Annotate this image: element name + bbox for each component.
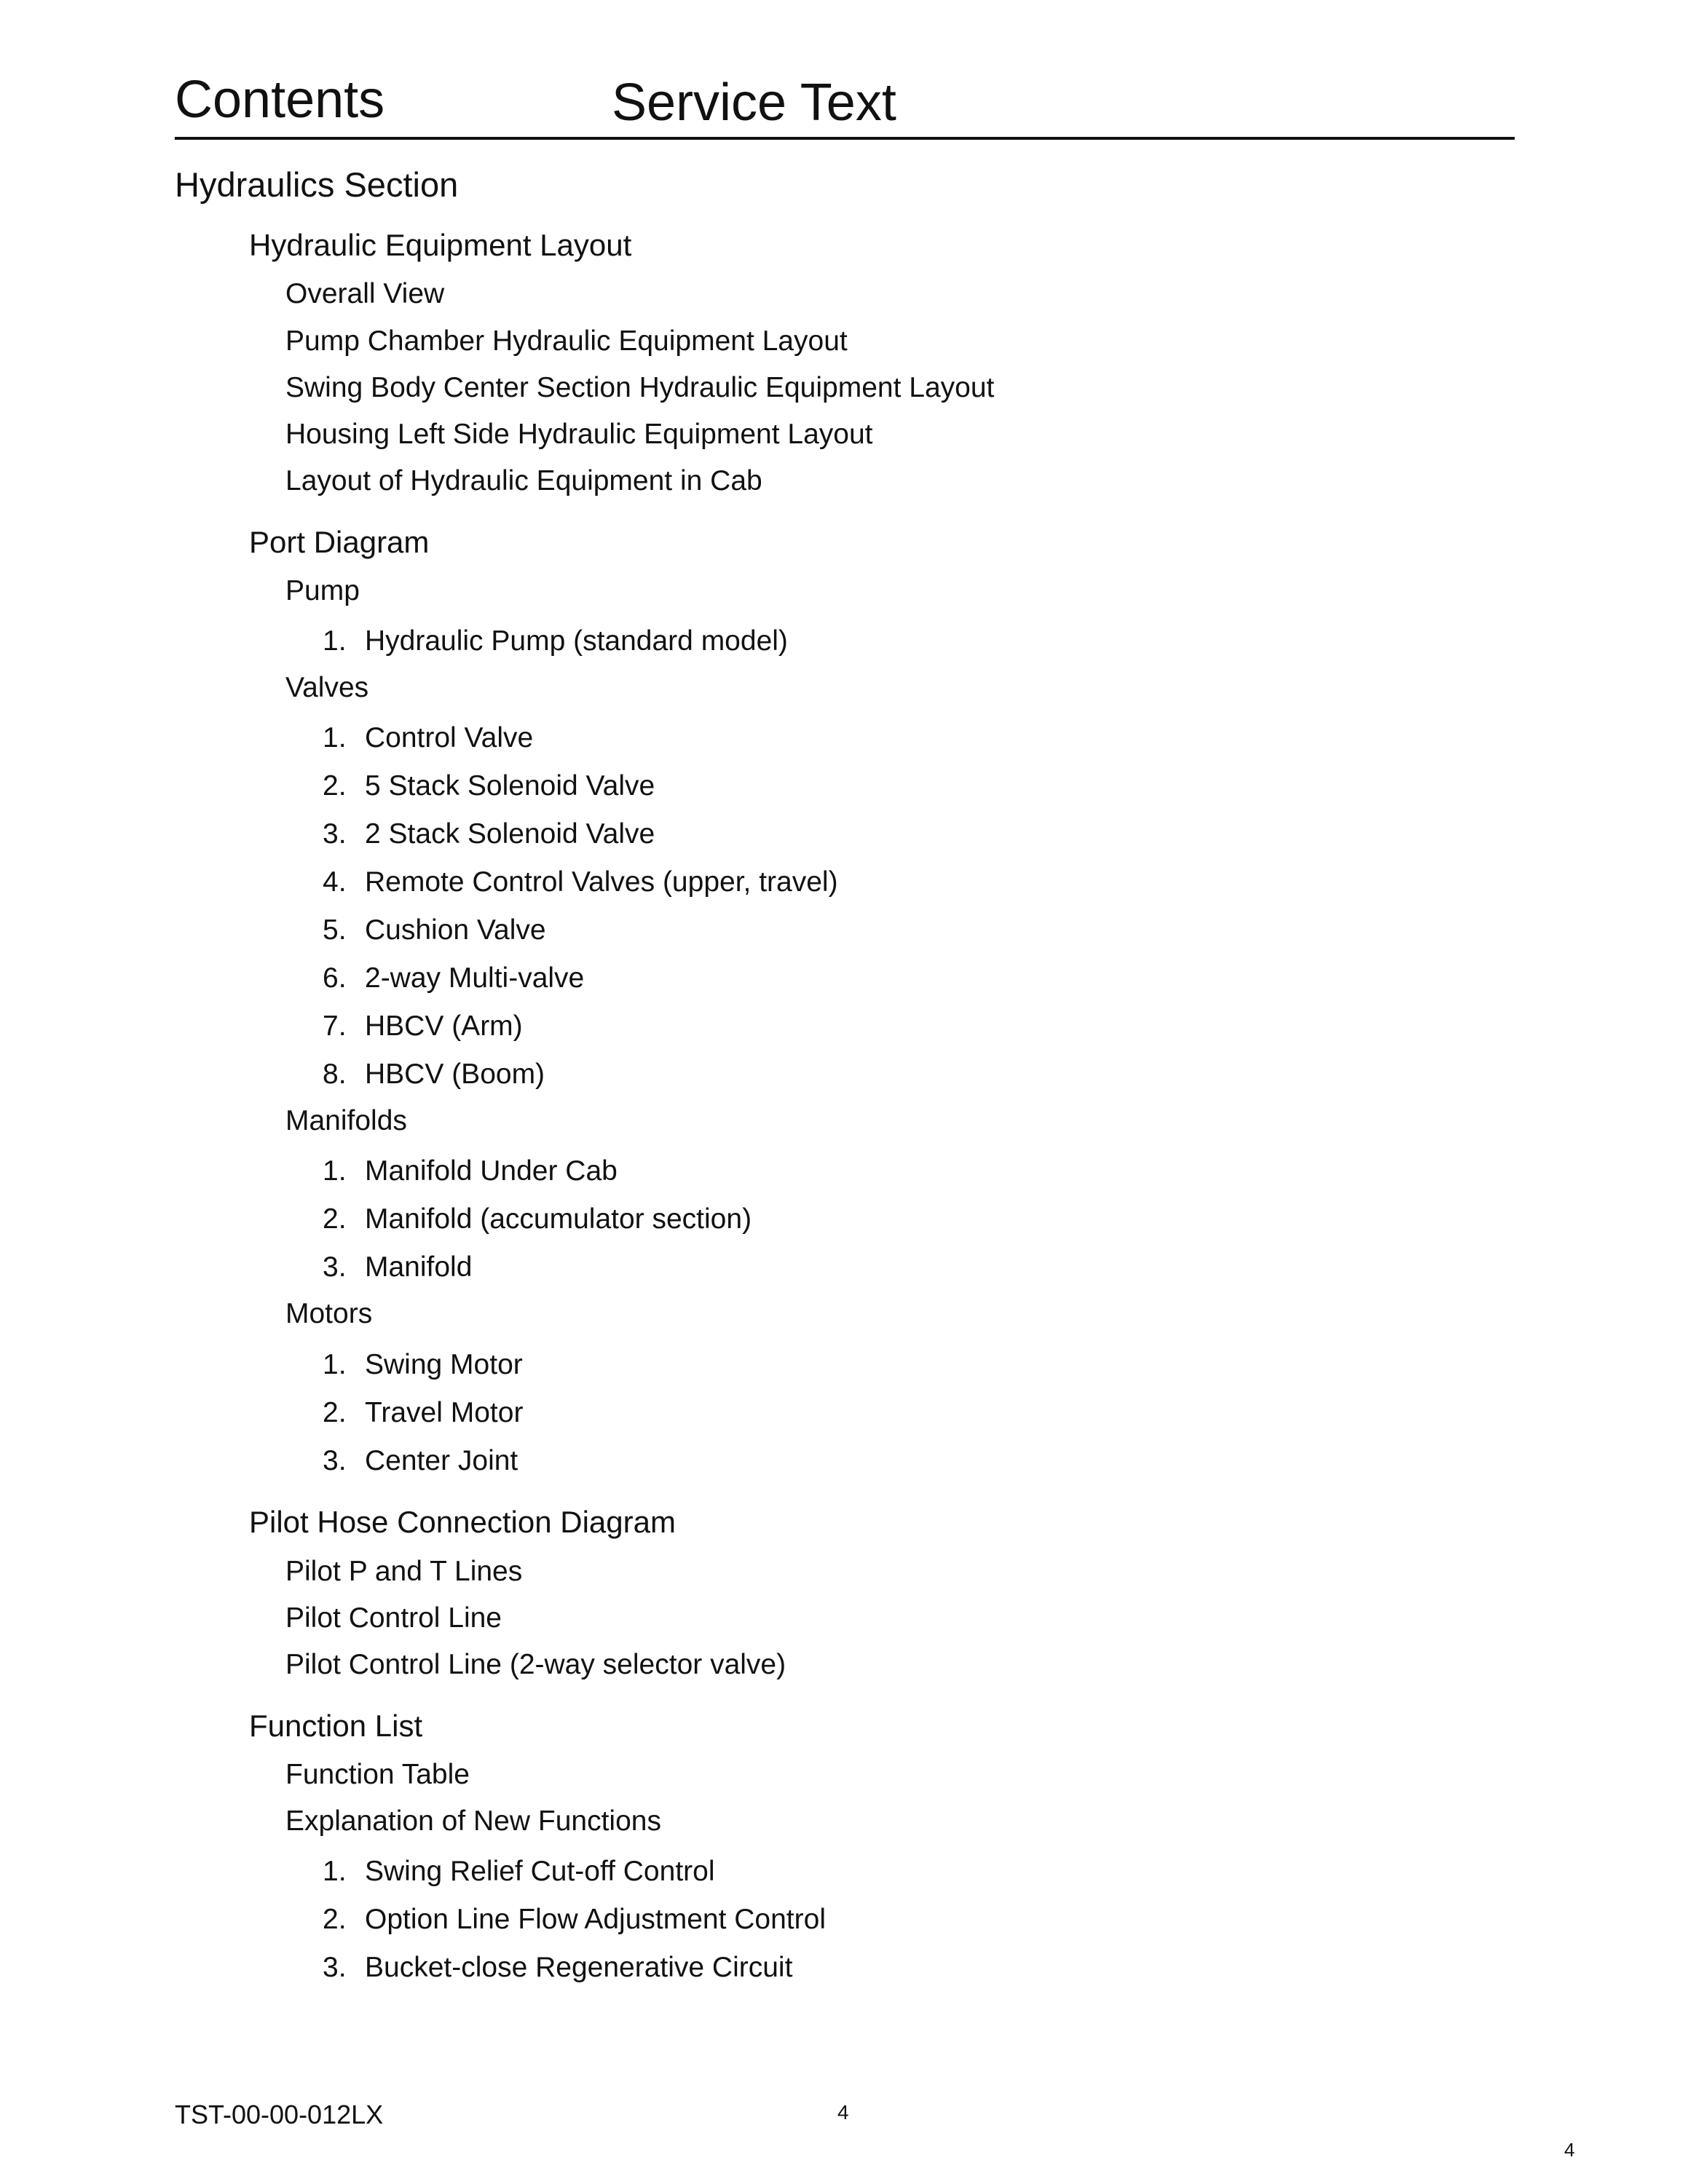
- toc-item[interactable]: Pilot Control Line (2-way selector valve): [285, 1649, 786, 1680]
- toc-numbered-item[interactable]: [323, 1444, 518, 1478]
- toc-item[interactable]: Housing Left Side Hydraulic Equipment Layout: [285, 419, 873, 450]
- item-number: 3.: [323, 1251, 347, 1283]
- toc-heading-function[interactable]: Function List: [249, 1709, 423, 1743]
- item-number: 2.: [323, 1203, 347, 1235]
- item-label: Bucket-close Regenerative Circuit: [365, 1952, 793, 1983]
- toc-numbered-item[interactable]: [323, 721, 533, 755]
- toc-numbered-item[interactable]: [323, 818, 655, 851]
- toc-numbered-item[interactable]: [323, 625, 788, 658]
- toc-item[interactable]: Layout of Hydraulic Equipment in Cab: [285, 465, 762, 496]
- item-label: 2-way Multi-valve: [365, 962, 585, 994]
- toc-subgroup-motors[interactable]: Motors: [285, 1298, 373, 1329]
- page-number-center: 4: [837, 2101, 849, 2124]
- item-number: 8.: [323, 1059, 347, 1090]
- item-label: Travel Motor: [365, 1397, 524, 1428]
- item-label: Manifold: [365, 1251, 473, 1283]
- item-label: Cushion Valve: [365, 914, 546, 946]
- toc-numbered-item[interactable]: [323, 769, 655, 803]
- item-number: 2.: [323, 1397, 347, 1428]
- item-number: 1.: [323, 722, 347, 753]
- item-label: Swing Relief Cut-off Control: [365, 1856, 715, 1887]
- item-number: 1.: [323, 625, 347, 657]
- item-number: 3.: [323, 1445, 347, 1476]
- toc-item[interactable]: Explanation of New Functions: [285, 1805, 661, 1837]
- item-number: 3.: [323, 1952, 347, 1983]
- toc-numbered-item[interactable]: [323, 1155, 618, 1188]
- page-header: [175, 67, 1515, 140]
- toc-subgroup-valves[interactable]: Valves: [285, 672, 369, 703]
- toc-numbered-item[interactable]: [323, 1058, 545, 1091]
- service-text-title: Service Text: [612, 74, 896, 132]
- item-label: Center Joint: [365, 1445, 518, 1476]
- page-number-corner: 4: [1564, 2139, 1575, 2161]
- item-number: 6.: [323, 962, 347, 994]
- item-number: 1.: [323, 1349, 347, 1380]
- toc-numbered-item[interactable]: [323, 1396, 523, 1430]
- item-label: Control Valve: [365, 722, 534, 753]
- item-label: HBCV (Arm): [365, 1010, 523, 1042]
- toc-item[interactable]: Pump Chamber Hydraulic Equipment Layout: [285, 325, 848, 357]
- item-label: Manifold (accumulator section): [365, 1203, 752, 1235]
- toc-numbered-item[interactable]: [323, 1251, 472, 1284]
- item-label: HBCV (Boom): [365, 1059, 545, 1090]
- item-number: 1.: [323, 1856, 347, 1887]
- toc-numbered-item[interactable]: [323, 1903, 826, 1936]
- toc-item[interactable]: Pilot Control Line: [285, 1602, 502, 1634]
- item-label: 2 Stack Solenoid Valve: [365, 818, 655, 850]
- toc-numbered-item[interactable]: [323, 1348, 523, 1382]
- toc-subgroup-manifolds[interactable]: Manifolds: [285, 1105, 407, 1136]
- toc-heading-port[interactable]: Port Diagram: [249, 525, 430, 559]
- item-label: Hydraulic Pump (standard model): [365, 625, 788, 657]
- toc-numbered-item[interactable]: [323, 866, 838, 899]
- toc-heading-layout[interactable]: Hydraulic Equipment Layout: [249, 228, 632, 262]
- section-title: Hydraulics Section: [175, 165, 459, 204]
- item-number: 1.: [323, 1155, 347, 1187]
- toc-numbered-item[interactable]: [323, 962, 584, 995]
- toc-numbered-item[interactable]: [323, 1855, 715, 1888]
- item-number: 7.: [323, 1010, 347, 1042]
- toc-item[interactable]: Overall View: [285, 278, 445, 309]
- item-number: 2.: [323, 1904, 347, 1935]
- item-number: 5.: [323, 914, 347, 946]
- toc-item[interactable]: Function Table: [285, 1759, 470, 1790]
- toc-numbered-item[interactable]: [323, 914, 546, 947]
- contents-title: Contents: [175, 71, 385, 129]
- toc-subgroup-pump[interactable]: Pump: [285, 575, 360, 606]
- toc-numbered-item[interactable]: [323, 1203, 752, 1236]
- item-label: Remote Control Valves (upper, travel): [365, 866, 838, 898]
- item-label: 5 Stack Solenoid Valve: [365, 770, 655, 802]
- item-label: Manifold Under Cab: [365, 1155, 618, 1187]
- toc-numbered-item[interactable]: [323, 1951, 792, 1985]
- item-number: 3.: [323, 818, 347, 850]
- item-number: 4.: [323, 866, 347, 898]
- toc-item[interactable]: Pilot P and T Lines: [285, 1556, 523, 1587]
- toc-numbered-item[interactable]: [323, 1010, 523, 1043]
- item-label: Option Line Flow Adjustment Control: [365, 1904, 826, 1935]
- doc-code: TST-00-00-012LX: [175, 2100, 384, 2129]
- item-number: 2.: [323, 770, 347, 802]
- toc-heading-pilot[interactable]: Pilot Hose Connection Diagram: [249, 1505, 676, 1539]
- toc-item[interactable]: Swing Body Center Section Hydraulic Equipment Layout: [285, 372, 995, 403]
- item-label: Swing Motor: [365, 1349, 523, 1380]
